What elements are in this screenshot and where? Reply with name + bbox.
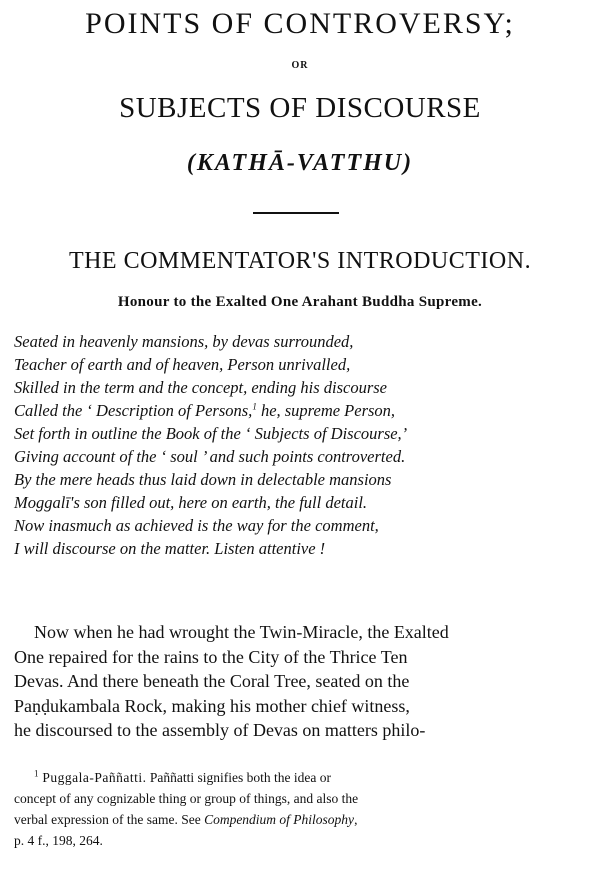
section-heading: THE COMMENTATOR'S INTRODUCTION.: [68, 248, 532, 274]
alternate-title: SUBJECTS OF DISCOURSE: [119, 92, 481, 124]
footnote-text: verbal expression of the same. See: [14, 812, 205, 827]
verse-line: [14, 399, 594, 422]
verse-text: he, supreme Person,: [256, 401, 396, 420]
verse-line: Skilled in the term and the concept, ending his discourse: [14, 378, 388, 397]
cited-work-title: Compendium of Philosophy: [204, 812, 355, 827]
pali-title: (KATHĀ-VATTHU): [186, 150, 414, 176]
body-paragraph: [14, 620, 586, 743]
introductory-verse: [14, 330, 594, 560]
footnote-line: concept of any cognizable thing or group of things, and also the: [14, 791, 359, 806]
paragraph-line: Devas. And there beneath the Coral Tree, seated on the: [14, 671, 410, 691]
footnote-line: [14, 809, 590, 830]
footnote-reference[interactable]: 1: [252, 401, 257, 412]
verse-line: Giving account of the ‘ soul ’ and such points controverted.: [14, 447, 406, 466]
footnote-term: Puggala-Paññatti.: [38, 770, 147, 785]
verse-line: Seated in heavenly mansions, by devas surrounded,: [14, 332, 354, 351]
footnote-marker: 1: [34, 768, 39, 779]
footnote-text: Paññatti signifies both the idea or: [146, 770, 331, 785]
paragraph-line: One repaired for the rains to the City of the Thrice Ten: [14, 646, 408, 667]
book-title: POINTS OF CONTROVERSY;: [85, 7, 515, 40]
verse-text: Called the ‘ Description of Persons,: [14, 401, 253, 420]
footnote-line: [14, 767, 590, 788]
verse-line: By the mere heads thus laid down in delectable mansions: [14, 470, 392, 489]
verse-line: Moggalī's son filled out, here on earth, the full detail.: [14, 493, 368, 512]
verse-line: I will discourse on the matter. Listen attentive !: [14, 539, 326, 558]
title-conjunction: OR: [291, 60, 309, 71]
verse-line: Teacher of earth and of heaven, Person unrivalled,: [14, 355, 351, 374]
paragraph-line: Paṇḍukambala Rock, making his mother chief witness,: [14, 695, 410, 716]
homage-line: Honour to the Exalted One Arahant Buddha Supreme.: [117, 294, 483, 310]
verse-line: Set forth in outline the Book of the ‘ Subjects of Discourse,’: [14, 424, 408, 443]
footnote-text: ,: [354, 812, 358, 827]
title-divider: [253, 212, 339, 214]
paragraph-line: he discoursed to the assembly of Devas on matters philo-: [14, 720, 426, 740]
footnote-line: p. 4 f., 198, 264.: [14, 833, 103, 848]
paragraph-line: Now when he had wrought the Twin-Miracle, the Exalted: [34, 622, 449, 642]
footnote: [14, 767, 590, 851]
verse-line: Now inasmuch as achieved is the way for the comment,: [14, 516, 379, 535]
